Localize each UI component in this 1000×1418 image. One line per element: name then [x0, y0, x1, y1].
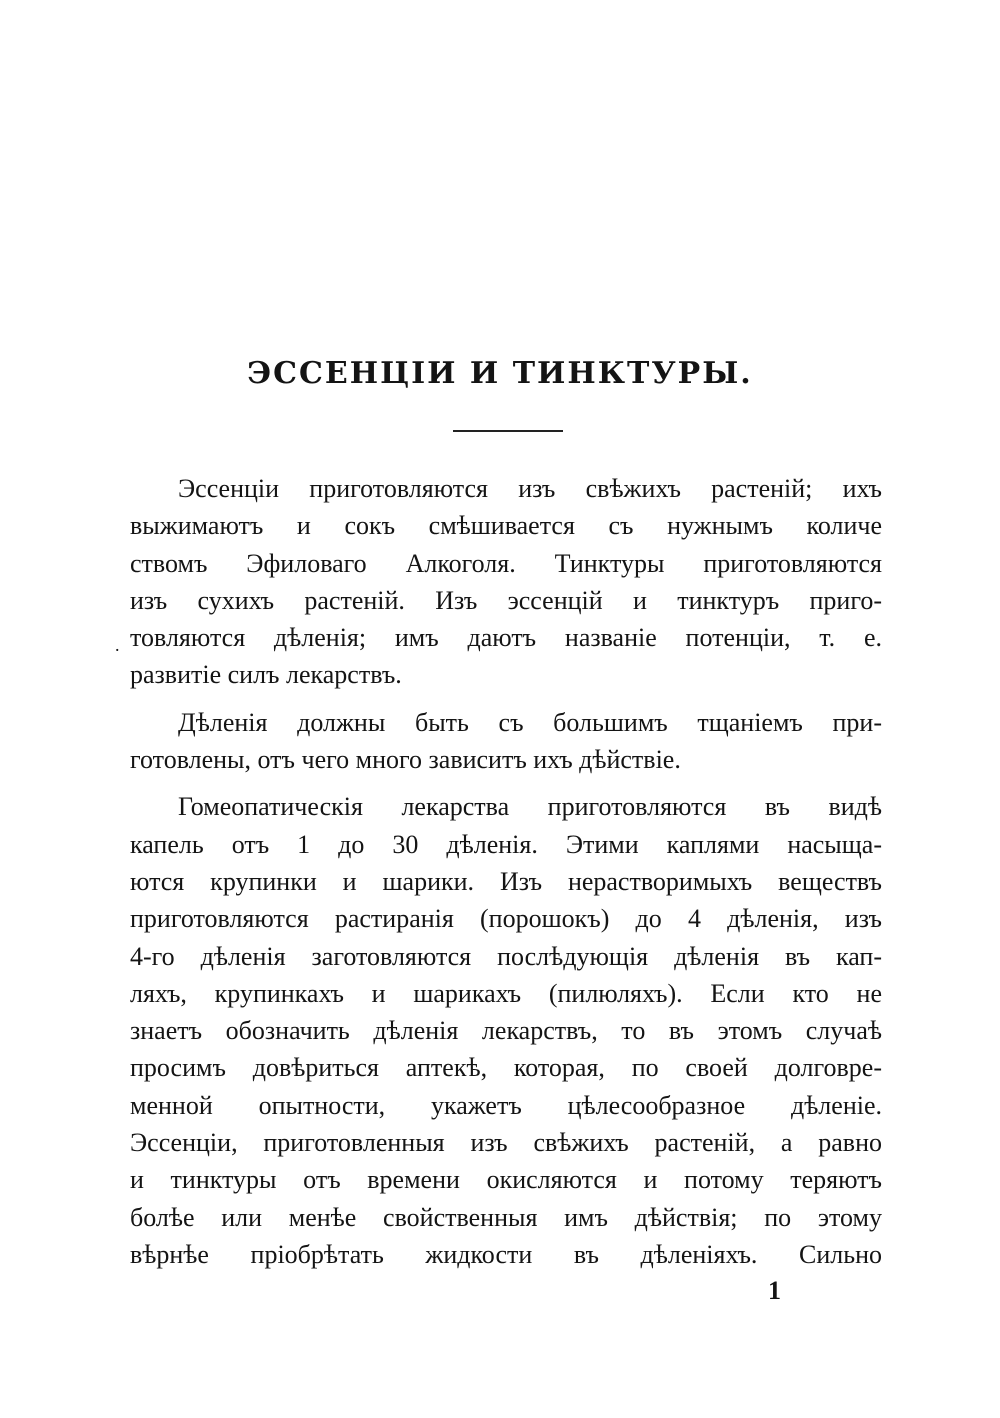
body-text: [130, 470, 882, 1283]
text-line: изъ сухихъ растеній. Изъ эссенцій и тинктуръ приго-: [130, 585, 882, 615]
text-line: знаетъ обозначить дѣленія лекарствъ, то въ этомъ случаѣ: [130, 1016, 882, 1046]
text-line: Дѣленія должны быть съ большимъ тщаніемъ при-: [178, 707, 882, 737]
text-line: развитіе силъ лекарствъ.: [130, 660, 402, 690]
text-line: ствомъ Эфиловаго Алкоголя. Тинктуры приготовляются: [130, 548, 882, 578]
text-line: вѣрнѣе пріобрѣтать жидкости въ дѣленіяхъ. Сильно: [130, 1239, 882, 1269]
paragraph-1: [130, 470, 882, 694]
page-title: ЭССЕНЦІИ И ТИНКТУРЫ.: [247, 356, 753, 391]
text-line: 4-го дѣленія заготовляются послѣдующія дѣленія въ кап-: [130, 941, 882, 971]
text-line: и тинктуры отъ времени окисляются и потому теряютъ: [130, 1165, 882, 1195]
text-line: выжимаютъ и сокъ смѣшивается съ нужнымъ количе: [130, 511, 882, 541]
text-line: Гомеопатическія лекарства приготовляются въ видѣ: [178, 792, 882, 822]
text-line: менной опытности, укажетъ цѣлесообразное дѣленіе.: [130, 1090, 882, 1120]
text-line: болѣе или менѣе свойственныя имъ дѣйствія; по этому: [130, 1202, 882, 1232]
text-line: ются крупинки и шарики. Изъ нерастворимыхъ веществъ: [130, 866, 882, 896]
paragraph-2: [130, 704, 882, 779]
text-line: просимъ довѣриться аптекѣ, которая, по своей долговре-: [130, 1053, 882, 1083]
text-line: Эссенціи, приготовленныя изъ свѣжихъ растеній, а равно: [130, 1128, 882, 1158]
text-line: Эссенціи приготовляются изъ свѣжихъ растеній; ихъ: [178, 474, 882, 503]
text-line: приготовляются растиранія (порошокъ) до 4 дѣленія, изъ: [130, 904, 882, 934]
page-number: 1: [768, 1276, 781, 1305]
paragraph-3: [130, 788, 882, 1273]
margin-mark: .: [115, 635, 120, 655]
text-line: капель отъ 1 до 30 дѣленія. Этими каплями насыща-: [130, 829, 882, 859]
text-line: товляются дѣленія; имъ даютъ названіе потенціи, т. е.: [130, 623, 882, 653]
title-underline-rule: [453, 430, 563, 432]
text-line: ляхъ, крупинкахъ и шарикахъ (пилюляхъ). Если кто не: [130, 978, 882, 1008]
text-line: готовлены, отъ чего много зависитъ ихъ дѣйствіе.: [130, 745, 681, 775]
